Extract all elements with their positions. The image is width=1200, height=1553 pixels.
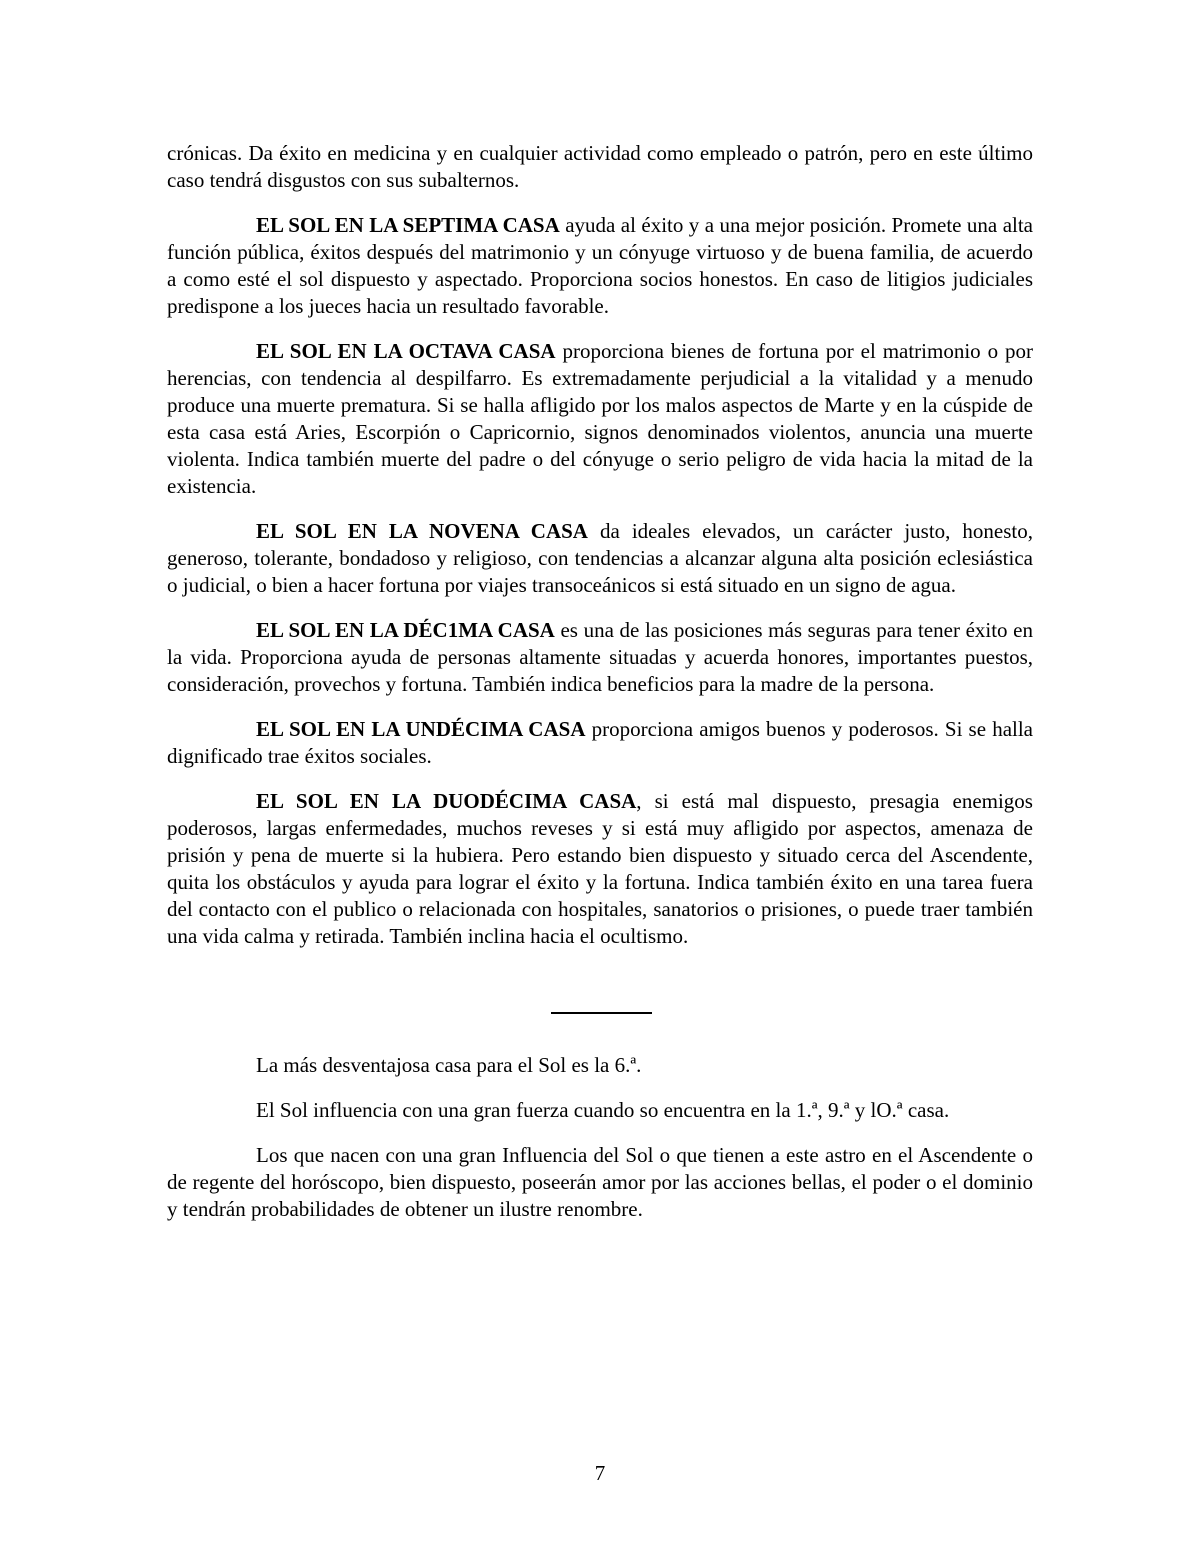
house-text-octava: proporciona bienes de fortuna por el matrimonio o por herencias, con tendencia al despilfarro. Es extremadamente perjudicial a la vitalidad y a menudo produce una muerte prematura. Si se halla afligido por los malos aspectos de Marte y en la cúspide de esta casa está Aries, Escorpión o Capricornio, signos denominados violentos, anuncia una muerte violenta. Indica también muerte del padre o del cónyuge o serio peligro de vida hacia la mitad de la existencia. xyxy=(167,339,1034,498)
house-heading-undecima: EL SOL EN LA UNDÉCIMA CASA xyxy=(256,717,586,741)
house-paragraph-septima xyxy=(167,212,1033,320)
house-heading-duodecima: EL SOL EN LA DUODÉCIMA CASA xyxy=(256,789,637,813)
intro-paragraph: crónicas. Da éxito en medicina y en cualquier actividad como empleado o patrón, pero en este último caso tendrá disgustos con sus subalternos. xyxy=(167,141,1033,192)
document-page xyxy=(167,140,1033,1241)
section-divider xyxy=(551,1012,652,1014)
notes-section xyxy=(167,1052,1033,1223)
house-text-septima: ayuda al éxito y a una mejor posición. Promete una alta función pública, éxitos después del matrimonio y un cónyuge virtuoso y de buena familia, de acuerdo a como esté el sol dispuesto y aspectado. Proporciona socios honestos. En caso de litigios judiciales predispone a los jueces hacia un resultado favorable. xyxy=(167,213,1033,318)
house-paragraph-decima xyxy=(167,617,1033,698)
house-heading-octava: EL SOL EN LA OCTAVA CASA xyxy=(256,339,556,363)
house-text-duodecima: , si está mal dispuesto, presagia enemigos poderosos, largas enfermedades, muchos reveses y si está muy afligido por aspectos, amenaza de prisión y pena de muerte si la hubiera. Pero estando bien dispuesto y situado cerca del Ascendente, quita los obstáculos y ayuda para lograr el éxito y la fortuna. Indica también éxito en una tarea fuera del contacto con el publico o relacionada con hospitales, sanatorios o prisiones, o puede traer también una vida calma y retirada. También inclina hacia el ocultismo. xyxy=(167,789,1033,948)
house-paragraph-undecima xyxy=(167,716,1033,770)
house-text-novena: da ideales elevados, un carácter justo, honesto, generoso, tolerante, bondadoso y religioso, con tendencias a alcanzar alguna alta posición eclesiástica o judicial, o bien a hacer fortuna por viajes transoceánicos si está situado en un signo de agua. xyxy=(167,519,1033,597)
house-paragraph-novena xyxy=(167,518,1033,599)
note-paragraph: La más desventajosa casa para el Sol es la 6.ª. xyxy=(256,1053,642,1077)
house-paragraph-octava xyxy=(167,338,1033,500)
house-text-decima: es una de las posiciones más seguras para tener éxito en la vida. Proporciona ayuda de personas altamente situadas y acuerda honores, importantes puestos, consideración, provechos y fortuna. También indica beneficios para la madre de la persona. xyxy=(167,618,1033,696)
note-paragraph: El Sol influencia con una gran fuerza cuando so encuentra en la 1.ª, 9.ª y lO.ª casa. xyxy=(256,1098,950,1122)
house-heading-novena: EL SOL EN LA NOVENA CASA xyxy=(256,519,588,543)
house-text-undecima: proporciona amigos buenos y poderosos. Si se halla dignificado trae éxitos sociales. xyxy=(167,717,1034,768)
page-number: 7 xyxy=(594,1461,606,1485)
note-paragraph: Los que nacen con una gran Influencia del Sol o que tienen a este astro en el Ascendente o de regente del horóscopo, bien dispuesto, poseerán amor por las acciones bellas, el poder o el dominio y tendrán probabilidades de obtener un ilustre renombre. xyxy=(167,1143,1033,1221)
house-heading-septima: EL SOL EN LA SEPTIMA CASA xyxy=(256,213,560,237)
section-divider-wrapper xyxy=(167,968,1033,1052)
house-paragraph-duodecima xyxy=(167,788,1033,950)
house-heading-decima: EL SOL EN LA DÉC1MA CASA xyxy=(256,618,555,642)
